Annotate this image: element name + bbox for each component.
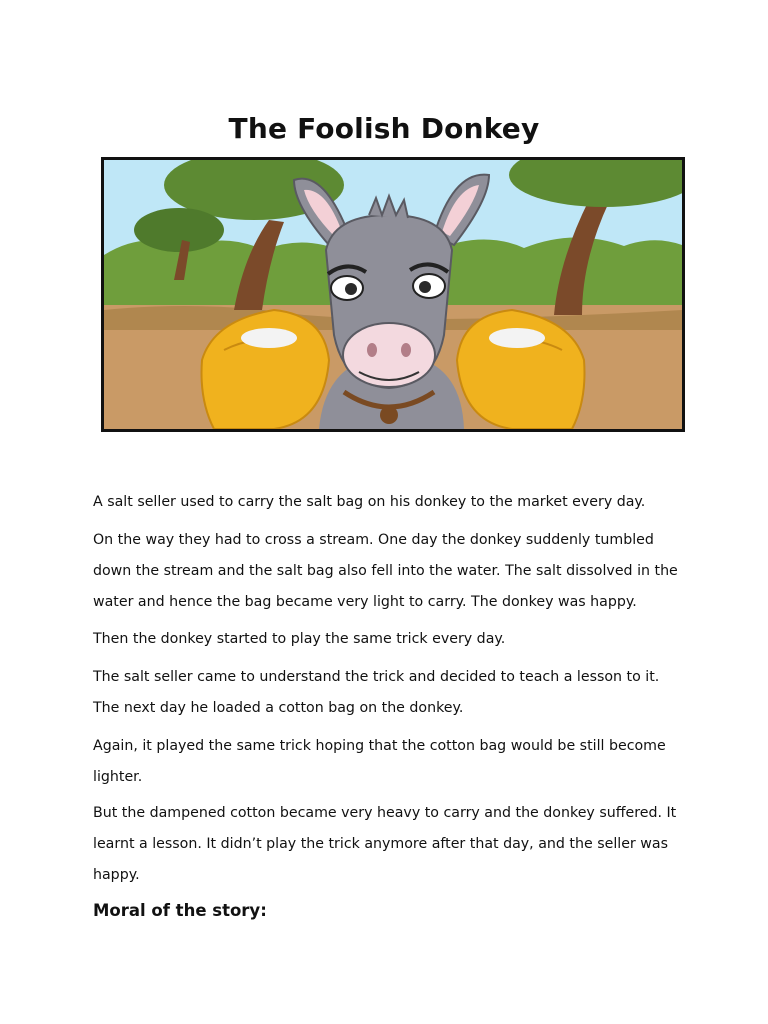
moral-heading: Moral of the story: bbox=[93, 901, 267, 920]
page-title: The Foolish Donkey bbox=[228, 111, 540, 145]
story-paragraph: On the way they had to cross a stream. One day the donkey suddenly tumbled down the stream and the salt bag also fell into the water. The salt dissolved in the water and hence the bag became very light to carry. The donkey was happy. bbox=[93, 532, 678, 610]
story-paragraph: A salt seller used to carry the salt bag on his donkey to the market every day. bbox=[93, 494, 646, 510]
story-paragraph: Again, it played the same trick hoping that the cotton bag would be still become lighter. bbox=[93, 738, 666, 785]
story-paragraph: But the dampened cotton became very heavy to carry and the donkey suffered. It learnt a lesson. It didn’t play the trick anymore after that day, and the seller was happy. bbox=[93, 805, 677, 883]
salt-right bbox=[489, 328, 545, 348]
bushes-left bbox=[104, 240, 344, 310]
donkey-illustration bbox=[101, 157, 685, 432]
story-paragraph: Then the donkey started to play the same trick every day. bbox=[93, 631, 506, 647]
muzzle bbox=[343, 323, 435, 387]
story-paragraph: The salt seller came to understand the trick and decided to teach a lesson to it. The next day he loaded a cotton bag on the donkey. bbox=[93, 669, 660, 716]
salt-left bbox=[241, 328, 297, 348]
donkey-cartoon-image bbox=[104, 160, 682, 429]
